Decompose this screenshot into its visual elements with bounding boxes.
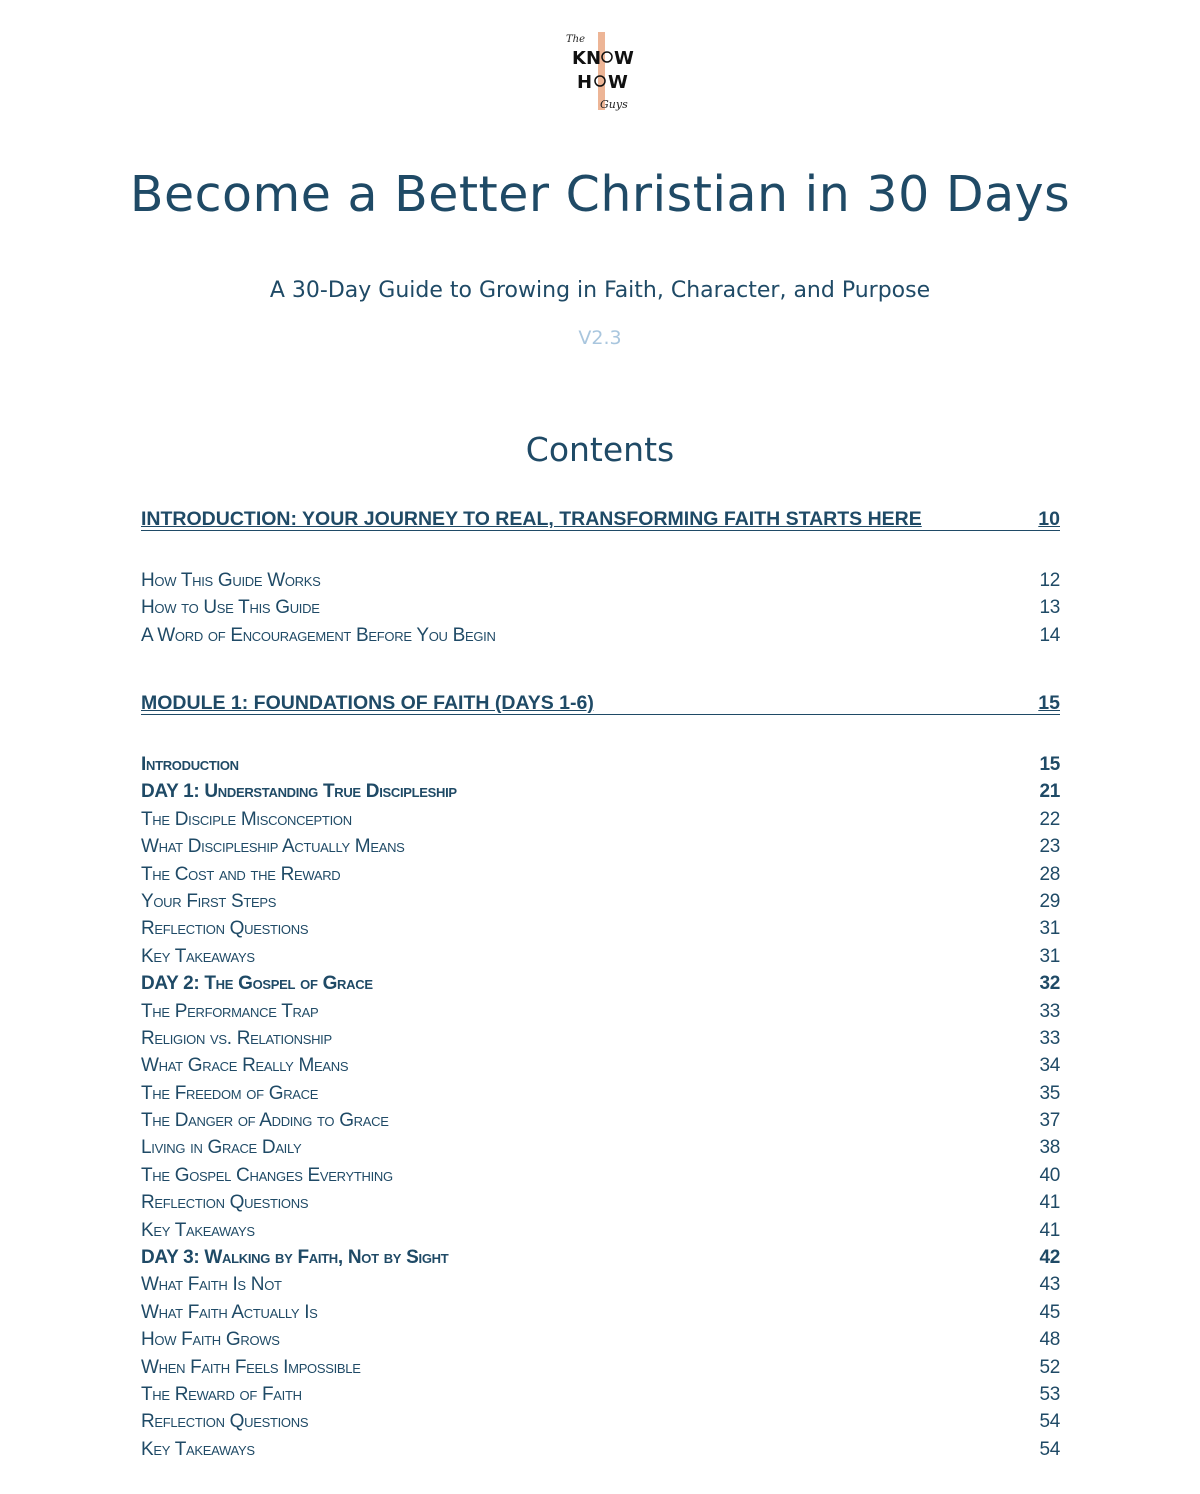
svg-text:KN: KN: [572, 48, 602, 69]
toc-entry[interactable]: [141, 836, 1060, 863]
toc-entry[interactable]: [141, 1001, 1060, 1028]
toc-entry-label[interactable]: The Performance Trap: [141, 1000, 319, 1022]
toc-entry[interactable]: [141, 1247, 1060, 1274]
toc-entry-label[interactable]: Key Takeaways: [141, 1219, 255, 1241]
toc-entry[interactable]: [141, 1411, 1060, 1438]
toc-entry[interactable]: [141, 1384, 1060, 1411]
toc-entry-label[interactable]: A Word of Encouragement Before You Begin: [141, 624, 496, 646]
toc-entry[interactable]: [141, 1165, 1060, 1192]
toc-entry-label[interactable]: What Faith Actually Is: [141, 1301, 318, 1323]
toc-entry-page[interactable]: 22: [1039, 808, 1060, 830]
toc-entry-label[interactable]: Living in Grace Daily: [141, 1137, 302, 1159]
toc-entry-label[interactable]: Reflection Questions: [141, 918, 309, 940]
toc-entry-page[interactable]: 37: [1039, 1110, 1060, 1132]
toc-entry[interactable]: [141, 1110, 1060, 1137]
toc-section-page[interactable]: 15: [1038, 692, 1060, 714]
toc-entry[interactable]: [141, 1055, 1060, 1082]
toc-entry[interactable]: [141, 625, 1060, 652]
toc-entry[interactable]: [141, 864, 1060, 891]
toc-entry-page[interactable]: 48: [1039, 1329, 1060, 1351]
toc-entry[interactable]: [141, 973, 1060, 1000]
toc-entry[interactable]: [141, 570, 1060, 597]
toc-entry-label[interactable]: Reflection Questions: [141, 1411, 309, 1433]
toc-section-page[interactable]: 10: [1038, 508, 1060, 530]
toc-entry[interactable]: [141, 946, 1060, 973]
toc-entry[interactable]: [141, 918, 1060, 945]
toc-entry[interactable]: [141, 1192, 1060, 1219]
toc-entries-module-1: [141, 754, 1060, 1466]
toc-entry-page[interactable]: 33: [1039, 1027, 1060, 1049]
toc-entry[interactable]: [141, 1357, 1060, 1384]
toc-entry-page[interactable]: 38: [1039, 1137, 1060, 1159]
toc-entry-page[interactable]: 35: [1039, 1082, 1060, 1104]
toc-entry-label[interactable]: Reflection Questions: [141, 1192, 309, 1214]
toc-entry-page[interactable]: 45: [1039, 1301, 1060, 1323]
toc-entry-page[interactable]: 28: [1039, 863, 1060, 885]
toc-entry-page[interactable]: 23: [1039, 836, 1060, 858]
contents-heading: Contents: [525, 430, 675, 469]
svg-text:The: The: [566, 34, 586, 45]
toc-entry-label[interactable]: The Cost and the Reward: [141, 863, 341, 885]
toc-entry-label[interactable]: The Danger of Adding to Grace: [141, 1110, 389, 1132]
toc-entry-page[interactable]: 53: [1039, 1383, 1060, 1405]
toc-entry-page[interactable]: 32: [1039, 973, 1060, 995]
toc-entry-label[interactable]: What Discipleship Actually Means: [141, 836, 405, 858]
toc-entry-label[interactable]: How This Guide Works: [141, 570, 321, 591]
toc-entry-page[interactable]: 41: [1039, 1219, 1060, 1241]
know-how-guys-logo: [562, 28, 642, 114]
toc-entry-page[interactable]: 13: [1039, 597, 1060, 619]
toc-entry-page[interactable]: 12: [1039, 570, 1060, 591]
toc-entry-page[interactable]: 21: [1039, 781, 1060, 803]
toc-entry-page[interactable]: 42: [1039, 1247, 1060, 1269]
toc-entry-label[interactable]: The Gospel Changes Everything: [141, 1164, 393, 1186]
version-label: V2.3: [578, 327, 622, 349]
toc-entry-label[interactable]: The Reward of Faith: [141, 1383, 302, 1405]
toc-section-heading[interactable]: [141, 508, 1060, 531]
toc-entry-page[interactable]: 15: [1039, 754, 1060, 775]
toc-section-heading[interactable]: [141, 692, 1060, 715]
toc-entry-page[interactable]: 29: [1039, 890, 1060, 912]
toc-entry[interactable]: [141, 1137, 1060, 1164]
svg-text:W: W: [614, 48, 634, 69]
toc-entry-page[interactable]: 40: [1039, 1164, 1060, 1186]
toc-entry-page[interactable]: 34: [1039, 1055, 1060, 1077]
toc-entry-label[interactable]: Key Takeaways: [141, 945, 255, 967]
toc-entry[interactable]: [141, 1302, 1060, 1329]
svg-text:W: W: [608, 72, 628, 93]
toc-entry-page[interactable]: 41: [1039, 1192, 1060, 1214]
toc-entry-page[interactable]: 54: [1039, 1411, 1060, 1433]
document-subtitle: A 30-Day Guide to Growing in Faith, Character, and Purpose: [269, 278, 931, 303]
toc-entry-page[interactable]: 33: [1039, 1000, 1060, 1022]
toc-entry-label[interactable]: What Grace Really Means: [141, 1055, 349, 1077]
toc-entry-label[interactable]: Key Takeaways: [141, 1438, 255, 1460]
toc-entry-label[interactable]: DAY 1: Understanding True Discipleship: [141, 781, 457, 803]
toc-entry-page[interactable]: 54: [1039, 1438, 1060, 1460]
toc-section-title[interactable]: MODULE 1: FOUNDATIONS OF FAITH (DAYS 1-6): [141, 692, 594, 714]
toc-entry-label[interactable]: DAY 3: Walking by Faith, Not by Sight: [141, 1247, 449, 1269]
toc-entry-label[interactable]: How to Use This Guide: [141, 597, 320, 619]
toc-entries-introduction: [141, 570, 1060, 652]
toc-section-title[interactable]: INTRODUCTION: YOUR JOURNEY TO REAL, TRANSFORMING FAITH STARTS HERE: [141, 508, 922, 530]
toc-entry-page[interactable]: 31: [1039, 918, 1060, 940]
toc-entry-page[interactable]: 43: [1039, 1274, 1060, 1296]
svg-text:Guys: Guys: [600, 98, 628, 111]
toc-entry-label[interactable]: When Faith Feels Impossible: [141, 1356, 361, 1378]
toc-entry-label[interactable]: The Freedom of Grace: [141, 1082, 319, 1104]
toc-entry-page[interactable]: 14: [1039, 624, 1060, 646]
toc-entry-label[interactable]: How Faith Grows: [141, 1329, 280, 1351]
toc-entry[interactable]: [141, 1274, 1060, 1301]
toc-entry[interactable]: [141, 781, 1060, 808]
toc-entry[interactable]: [141, 754, 1060, 781]
toc-entry[interactable]: [141, 1439, 1060, 1466]
toc-entry[interactable]: [141, 1028, 1060, 1055]
toc-entry[interactable]: [141, 891, 1060, 918]
toc-entry-label[interactable]: The Disciple Misconception: [141, 808, 352, 830]
toc-entry-label[interactable]: Introduction: [141, 754, 239, 775]
svg-text:H: H: [577, 72, 593, 93]
toc-entry-label[interactable]: What Faith Is Not: [141, 1274, 282, 1296]
toc-entry[interactable]: [141, 809, 1060, 836]
toc-entry-page[interactable]: 31: [1039, 945, 1060, 967]
toc-entry-label[interactable]: DAY 2: The Gospel of Grace: [141, 973, 373, 995]
toc-entry[interactable]: [141, 1329, 1060, 1356]
toc-entry-label[interactable]: Religion vs. Relationship: [141, 1027, 332, 1049]
toc-entry-label[interactable]: Your First Steps: [141, 890, 277, 912]
toc-entry[interactable]: [141, 1083, 1060, 1110]
document-title: Become a Better Christian in 30 Days: [129, 166, 1071, 223]
toc-entry-page[interactable]: 52: [1039, 1356, 1060, 1378]
toc-entry[interactable]: [141, 597, 1060, 624]
toc-entry[interactable]: [141, 1220, 1060, 1247]
